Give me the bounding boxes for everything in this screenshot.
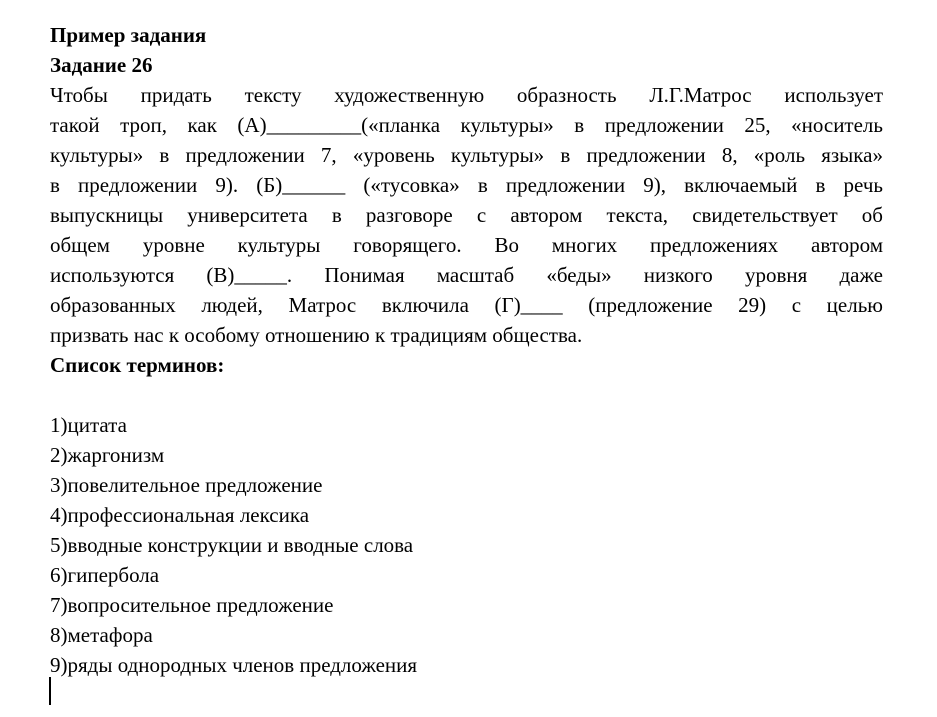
term-item: 5)вводные конструкции и вводные слова <box>50 533 414 557</box>
paragraph-line: культуры» в предложении 7, «уровень культуры» в предложении 8, «роль языка» <box>50 143 883 167</box>
text-cursor[interactable] <box>49 677 51 705</box>
term-item: 4)профессиональная лексика <box>50 503 310 527</box>
example-heading: Пример задания <box>50 23 207 47</box>
paragraph-line: образованных людей, Матрос включила (Г)____ (предложение 29) с целью <box>50 293 883 317</box>
task-heading: Задание 26 <box>50 53 153 77</box>
paragraph-line: в предложении 9). (Б)______ («тусовка» в предложении 9), включаемый в речь <box>50 173 883 197</box>
paragraph-line: призвать нас к особому отношению к традициям общества. <box>50 323 583 347</box>
term-item: 1)цитата <box>50 413 127 437</box>
term-item: 8)метафора <box>50 623 153 647</box>
paragraph-line: такой троп, как (А)_________(«планка культуры» в предложении 25, «носитель <box>50 113 883 137</box>
term-item: 6)гипербола <box>50 563 160 587</box>
term-item: 7)вопросительное предложение <box>50 593 334 617</box>
task-paragraph <box>50 80 883 350</box>
terms-list <box>50 410 883 680</box>
term-item: 9)ряды однородных членов предложения <box>50 653 418 677</box>
paragraph-line: Чтобы придать тексту художественную образность Л.Г.Матрос использует <box>50 83 883 107</box>
paragraph-line: общем уровне культуры говорящего. Во многих предложениях автором <box>50 233 883 257</box>
paragraph-line: используются (В)_____. Понимая масштаб «беды» низкого уровня даже <box>50 263 883 287</box>
term-item: 2)жаргонизм <box>50 443 165 467</box>
blank-line <box>50 380 883 410</box>
document-page <box>50 20 883 680</box>
terms-heading: Список терминов: <box>50 353 225 377</box>
term-item: 3)повелительное предложение <box>50 473 323 497</box>
paragraph-line: выпускницы университета в разговоре с автором текста, свидетельствует об <box>50 203 883 227</box>
